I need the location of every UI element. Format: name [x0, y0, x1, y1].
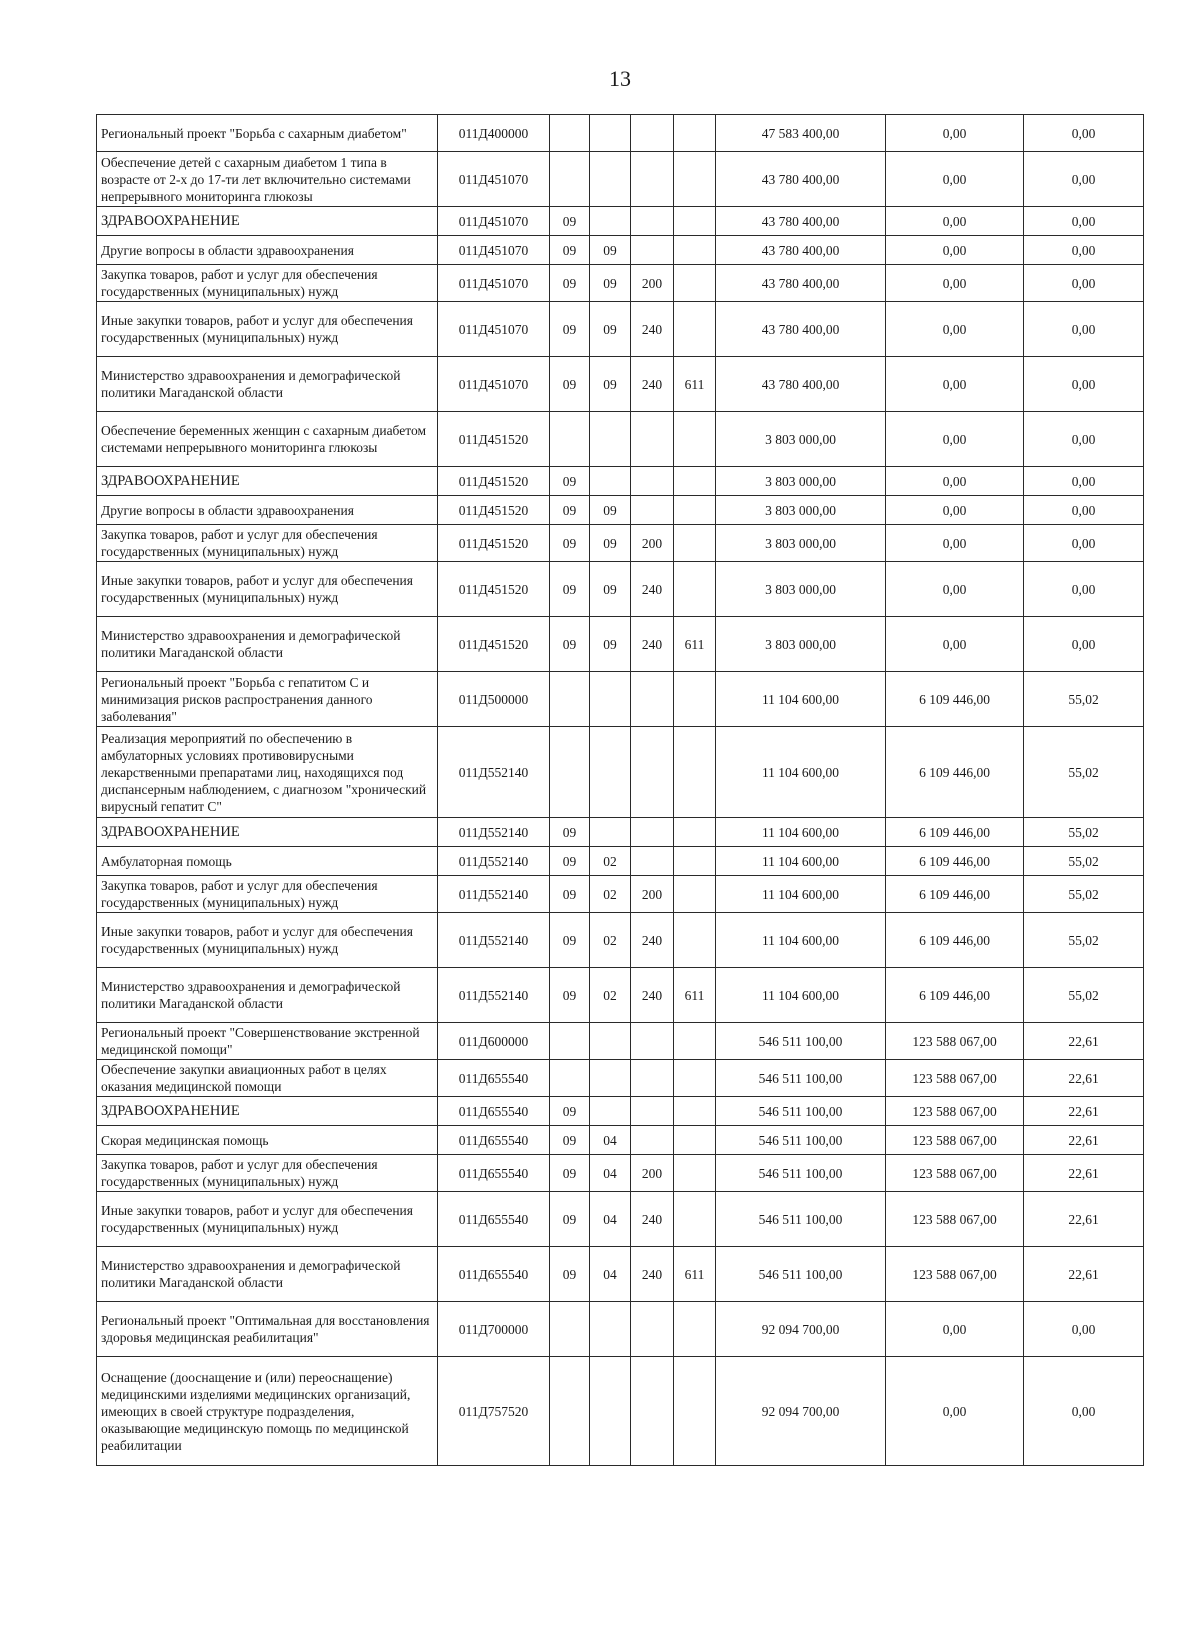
table-row [97, 847, 1144, 876]
subsection-code [590, 467, 631, 496]
actual-amount: 0,00 [886, 562, 1024, 617]
expense-type-code: 240 [631, 1247, 674, 1302]
subsection-code [590, 412, 631, 467]
section-code: 09 [550, 847, 590, 876]
subsection-code: 04 [590, 1126, 631, 1155]
budget-code: 011Д655540 [438, 1126, 550, 1155]
subsection-code: 09 [590, 236, 631, 265]
budget-code: 011Д451520 [438, 467, 550, 496]
table-row [97, 876, 1144, 913]
budget-code: 011Д451070 [438, 152, 550, 207]
row-name: Министерство здравоохранения и демографической политики Магаданской области [97, 968, 438, 1023]
expense-type-code: 200 [631, 525, 674, 562]
table-row [97, 727, 1144, 818]
table-row [97, 236, 1144, 265]
subsection-code [590, 1357, 631, 1466]
expense-type-code [631, 412, 674, 467]
expense-type-code [631, 207, 674, 236]
administrator-code [674, 1357, 716, 1466]
section-code: 09 [550, 1126, 590, 1155]
row-name: Другие вопросы в области здравоохранения [97, 236, 438, 265]
row-name: Министерство здравоохранения и демографической политики Магаданской области [97, 1247, 438, 1302]
actual-amount: 6 109 446,00 [886, 847, 1024, 876]
execution-percent: 55,02 [1024, 913, 1144, 968]
actual-amount: 123 588 067,00 [886, 1023, 1024, 1060]
planned-amount: 11 104 600,00 [716, 876, 886, 913]
execution-percent: 22,61 [1024, 1097, 1144, 1126]
planned-amount: 92 094 700,00 [716, 1302, 886, 1357]
administrator-code [674, 525, 716, 562]
expense-type-code: 240 [631, 913, 674, 968]
table-row [97, 1247, 1144, 1302]
execution-percent: 0,00 [1024, 1302, 1144, 1357]
table-row [97, 1357, 1144, 1466]
expense-type-code [631, 1302, 674, 1357]
budget-code: 011Д552140 [438, 818, 550, 847]
table-row [97, 672, 1144, 727]
administrator-code: 611 [674, 968, 716, 1023]
budget-code: 011Д451070 [438, 236, 550, 265]
subsection-code: 04 [590, 1155, 631, 1192]
actual-amount: 123 588 067,00 [886, 1060, 1024, 1097]
row-name: Региональный проект "Оптимальная для восстановления здоровья медицинская реабилитация" [97, 1302, 438, 1357]
section-code [550, 672, 590, 727]
planned-amount: 546 511 100,00 [716, 1192, 886, 1247]
planned-amount: 546 511 100,00 [716, 1155, 886, 1192]
budget-code: 011Д700000 [438, 1302, 550, 1357]
administrator-code [674, 913, 716, 968]
row-name: Иные закупки товаров, работ и услуг для обеспечения государственных (муниципальных) нужд [97, 562, 438, 617]
execution-percent: 0,00 [1024, 617, 1144, 672]
row-name: Обеспечение закупки авиационных работ в целях оказания медицинской помощи [97, 1060, 438, 1097]
planned-amount: 11 104 600,00 [716, 847, 886, 876]
section-code: 09 [550, 357, 590, 412]
planned-amount: 43 780 400,00 [716, 207, 886, 236]
administrator-code [674, 727, 716, 818]
subsection-code [590, 727, 631, 818]
expense-type-code [631, 1126, 674, 1155]
row-name: Обеспечение беременных женщин с сахарным диабетом системами непрерывного мониторинга глюкозы [97, 412, 438, 467]
planned-amount: 92 094 700,00 [716, 1357, 886, 1466]
subsection-code: 04 [590, 1247, 631, 1302]
execution-percent: 55,02 [1024, 818, 1144, 847]
budget-code: 011Д552140 [438, 913, 550, 968]
expense-type-code [631, 1357, 674, 1466]
execution-percent: 55,02 [1024, 847, 1144, 876]
administrator-code: 611 [674, 1247, 716, 1302]
expense-type-code: 240 [631, 617, 674, 672]
execution-percent: 55,02 [1024, 727, 1144, 818]
row-name: Региональный проект "Борьба с гепатитом С и минимизация рисков распространения данного заболевания" [97, 672, 438, 727]
actual-amount: 123 588 067,00 [886, 1192, 1024, 1247]
actual-amount: 6 109 446,00 [886, 672, 1024, 727]
execution-percent: 0,00 [1024, 265, 1144, 302]
subsection-code: 09 [590, 496, 631, 525]
subsection-code [590, 1097, 631, 1126]
actual-amount: 0,00 [886, 152, 1024, 207]
subsection-code: 02 [590, 876, 631, 913]
subsection-code: 02 [590, 968, 631, 1023]
planned-amount: 546 511 100,00 [716, 1126, 886, 1155]
execution-percent: 0,00 [1024, 525, 1144, 562]
expense-type-code: 240 [631, 1192, 674, 1247]
expense-type-code: 240 [631, 968, 674, 1023]
planned-amount: 11 104 600,00 [716, 727, 886, 818]
table-row [97, 496, 1144, 525]
actual-amount: 0,00 [886, 525, 1024, 562]
planned-amount: 546 511 100,00 [716, 1247, 886, 1302]
subsection-code: 09 [590, 617, 631, 672]
budget-code: 011Д655540 [438, 1060, 550, 1097]
table-row [97, 525, 1144, 562]
subsection-code: 09 [590, 562, 631, 617]
expense-type-code [631, 1023, 674, 1060]
row-name: Закупка товаров, работ и услуг для обеспечения государственных (муниципальных) нужд [97, 265, 438, 302]
planned-amount: 43 780 400,00 [716, 152, 886, 207]
table-row [97, 1192, 1144, 1247]
execution-percent: 55,02 [1024, 968, 1144, 1023]
planned-amount: 3 803 000,00 [716, 617, 886, 672]
budget-code: 011Д552140 [438, 876, 550, 913]
section-code: 09 [550, 968, 590, 1023]
expense-type-code [631, 847, 674, 876]
execution-percent: 0,00 [1024, 496, 1144, 525]
table-row [97, 818, 1144, 847]
actual-amount: 0,00 [886, 236, 1024, 265]
administrator-code [674, 876, 716, 913]
row-name: ЗДРАВООХРАНЕНИЕ [97, 207, 438, 236]
subsection-code: 04 [590, 1192, 631, 1247]
administrator-code [674, 265, 716, 302]
actual-amount: 0,00 [886, 617, 1024, 672]
actual-amount: 0,00 [886, 115, 1024, 152]
subsection-code: 02 [590, 847, 631, 876]
budget-code: 011Д451070 [438, 207, 550, 236]
table-row [97, 412, 1144, 467]
execution-percent: 22,61 [1024, 1060, 1144, 1097]
execution-percent: 22,61 [1024, 1192, 1144, 1247]
section-code: 09 [550, 302, 590, 357]
execution-percent: 0,00 [1024, 207, 1144, 236]
planned-amount: 3 803 000,00 [716, 562, 886, 617]
administrator-code [674, 1192, 716, 1247]
administrator-code: 611 [674, 357, 716, 412]
execution-percent: 0,00 [1024, 357, 1144, 412]
actual-amount: 0,00 [886, 412, 1024, 467]
actual-amount: 0,00 [886, 1357, 1024, 1466]
table-row [97, 152, 1144, 207]
actual-amount: 123 588 067,00 [886, 1097, 1024, 1126]
expense-type-code [631, 496, 674, 525]
table-row [97, 467, 1144, 496]
budget-code: 011Д552140 [438, 847, 550, 876]
table-row [97, 302, 1144, 357]
planned-amount: 546 511 100,00 [716, 1097, 886, 1126]
actual-amount: 0,00 [886, 357, 1024, 412]
planned-amount: 43 780 400,00 [716, 236, 886, 265]
expense-type-code: 240 [631, 302, 674, 357]
section-code: 09 [550, 913, 590, 968]
section-code [550, 412, 590, 467]
planned-amount: 43 780 400,00 [716, 357, 886, 412]
section-code: 09 [550, 1192, 590, 1247]
section-code: 09 [550, 1097, 590, 1126]
expense-type-code: 200 [631, 876, 674, 913]
budget-code: 011Д400000 [438, 115, 550, 152]
administrator-code [674, 1126, 716, 1155]
execution-percent: 22,61 [1024, 1126, 1144, 1155]
section-code [550, 115, 590, 152]
subsection-code: 09 [590, 525, 631, 562]
execution-percent: 0,00 [1024, 412, 1144, 467]
table-row [97, 357, 1144, 412]
subsection-code [590, 818, 631, 847]
execution-percent: 0,00 [1024, 152, 1144, 207]
budget-code: 011Д655540 [438, 1097, 550, 1126]
planned-amount: 3 803 000,00 [716, 496, 886, 525]
budget-code: 011Д552140 [438, 968, 550, 1023]
budget-code: 011Д757520 [438, 1357, 550, 1466]
budget-table [96, 114, 1144, 1466]
administrator-code [674, 152, 716, 207]
table-row [97, 1060, 1144, 1097]
section-code: 09 [550, 236, 590, 265]
expense-type-code [631, 818, 674, 847]
administrator-code [674, 302, 716, 357]
table-row [97, 968, 1144, 1023]
administrator-code [674, 236, 716, 265]
table-row [97, 562, 1144, 617]
planned-amount: 43 780 400,00 [716, 302, 886, 357]
planned-amount: 11 104 600,00 [716, 913, 886, 968]
section-code: 09 [550, 617, 590, 672]
expense-type-code [631, 467, 674, 496]
table-row [97, 207, 1144, 236]
actual-amount: 0,00 [886, 265, 1024, 302]
row-name: ЗДРАВООХРАНЕНИЕ [97, 818, 438, 847]
planned-amount: 11 104 600,00 [716, 968, 886, 1023]
row-name: Закупка товаров, работ и услуг для обеспечения государственных (муниципальных) нужд [97, 525, 438, 562]
subsection-code [590, 115, 631, 152]
actual-amount: 0,00 [886, 207, 1024, 236]
expense-type-code: 200 [631, 1155, 674, 1192]
administrator-code [674, 496, 716, 525]
budget-code: 011Д600000 [438, 1023, 550, 1060]
section-code [550, 1060, 590, 1097]
administrator-code [674, 467, 716, 496]
administrator-code [674, 672, 716, 727]
planned-amount: 11 104 600,00 [716, 672, 886, 727]
row-name: Региональный проект "Борьба с сахарным диабетом" [97, 115, 438, 152]
table-row [97, 1126, 1144, 1155]
budget-code: 011Д451520 [438, 496, 550, 525]
row-name: Иные закупки товаров, работ и услуг для обеспечения государственных (муниципальных) нужд [97, 913, 438, 968]
page-number: 13 [609, 66, 631, 91]
expense-type-code [631, 1060, 674, 1097]
budget-code: 011Д655540 [438, 1155, 550, 1192]
table-row [97, 115, 1144, 152]
execution-percent: 0,00 [1024, 302, 1144, 357]
subsection-code [590, 1302, 631, 1357]
planned-amount: 3 803 000,00 [716, 412, 886, 467]
row-name: Закупка товаров, работ и услуг для обеспечения государственных (муниципальных) нужд [97, 1155, 438, 1192]
row-name: Иные закупки товаров, работ и услуг для обеспечения государственных (муниципальных) нужд [97, 1192, 438, 1247]
actual-amount: 123 588 067,00 [886, 1155, 1024, 1192]
execution-percent: 55,02 [1024, 876, 1144, 913]
subsection-code: 09 [590, 302, 631, 357]
table-row [97, 265, 1144, 302]
expense-type-code: 240 [631, 562, 674, 617]
subsection-code: 02 [590, 913, 631, 968]
section-code: 09 [550, 207, 590, 236]
budget-code: 011Д655540 [438, 1192, 550, 1247]
section-code: 09 [550, 876, 590, 913]
administrator-code: 611 [674, 617, 716, 672]
subsection-code: 09 [590, 265, 631, 302]
actual-amount: 6 109 446,00 [886, 968, 1024, 1023]
subsection-code [590, 207, 631, 236]
row-name: Обеспечение детей с сахарным диабетом 1 типа в возрасте от 2-х до 17-ти лет включительно системами непрерывного мониторинга глюкозы [97, 152, 438, 207]
table-row [97, 1023, 1144, 1060]
expense-type-code [631, 152, 674, 207]
table-row [97, 1097, 1144, 1126]
subsection-code [590, 152, 631, 207]
row-name: Закупка товаров, работ и услуг для обеспечения государственных (муниципальных) нужд [97, 876, 438, 913]
planned-amount: 3 803 000,00 [716, 467, 886, 496]
section-code: 09 [550, 562, 590, 617]
planned-amount: 3 803 000,00 [716, 525, 886, 562]
subsection-code [590, 1060, 631, 1097]
table-row [97, 617, 1144, 672]
budget-code: 011Д500000 [438, 672, 550, 727]
administrator-code [674, 1023, 716, 1060]
section-code: 09 [550, 467, 590, 496]
table-row [97, 1155, 1144, 1192]
administrator-code [674, 1097, 716, 1126]
section-code: 09 [550, 265, 590, 302]
row-name: Амбулаторная помощь [97, 847, 438, 876]
actual-amount: 0,00 [886, 496, 1024, 525]
administrator-code [674, 818, 716, 847]
expense-type-code [631, 236, 674, 265]
execution-percent: 0,00 [1024, 467, 1144, 496]
expense-type-code [631, 727, 674, 818]
subsection-code: 09 [590, 357, 631, 412]
expense-type-code: 200 [631, 265, 674, 302]
row-name: Скорая медицинская помощь [97, 1126, 438, 1155]
actual-amount: 6 109 446,00 [886, 876, 1024, 913]
section-code [550, 1302, 590, 1357]
row-name: Оснащение (дооснащение и (или) переоснащение) медицинскими изделиями медицинских организаций, имеющих в своей структуре подразделения, оказывающие медицинскую помощь по медицинской реабилитации [97, 1357, 438, 1466]
administrator-code [674, 1302, 716, 1357]
budget-code: 011Д451070 [438, 302, 550, 357]
section-code: 09 [550, 525, 590, 562]
subsection-code [590, 672, 631, 727]
execution-percent: 0,00 [1024, 562, 1144, 617]
section-code: 09 [550, 1155, 590, 1192]
budget-code: 011Д451520 [438, 617, 550, 672]
actual-amount: 0,00 [886, 302, 1024, 357]
actual-amount: 0,00 [886, 467, 1024, 496]
section-code: 09 [550, 1247, 590, 1302]
budget-code: 011Д451520 [438, 412, 550, 467]
row-name: Другие вопросы в области здравоохранения [97, 496, 438, 525]
administrator-code [674, 412, 716, 467]
execution-percent: 22,61 [1024, 1155, 1144, 1192]
expense-type-code [631, 115, 674, 152]
section-code: 09 [550, 496, 590, 525]
section-code [550, 152, 590, 207]
execution-percent: 0,00 [1024, 236, 1144, 265]
row-name: Реализация мероприятий по обеспечению в амбулаторных условиях противовирусными лекарственными препаратами лиц, находящихся под диспансерным наблюдением, с диагнозом "хронический вирусный гепатит С" [97, 727, 438, 818]
administrator-code [674, 207, 716, 236]
execution-percent: 22,61 [1024, 1247, 1144, 1302]
administrator-code [674, 1155, 716, 1192]
planned-amount: 546 511 100,00 [716, 1060, 886, 1097]
budget-code: 011Д552140 [438, 727, 550, 818]
planned-amount: 43 780 400,00 [716, 265, 886, 302]
table-row [97, 1302, 1144, 1357]
budget-code: 011Д655540 [438, 1247, 550, 1302]
budget-code: 011Д451070 [438, 357, 550, 412]
actual-amount: 123 588 067,00 [886, 1126, 1024, 1155]
section-code [550, 1357, 590, 1466]
expense-type-code: 240 [631, 357, 674, 412]
row-name: Министерство здравоохранения и демографической политики Магаданской области [97, 357, 438, 412]
execution-percent: 55,02 [1024, 672, 1144, 727]
planned-amount: 546 511 100,00 [716, 1023, 886, 1060]
actual-amount: 123 588 067,00 [886, 1247, 1024, 1302]
row-name: Министерство здравоохранения и демографической политики Магаданской области [97, 617, 438, 672]
actual-amount: 6 109 446,00 [886, 727, 1024, 818]
administrator-code [674, 562, 716, 617]
table-row [97, 913, 1144, 968]
execution-percent: 0,00 [1024, 115, 1144, 152]
row-name: ЗДРАВООХРАНЕНИЕ [97, 467, 438, 496]
planned-amount: 11 104 600,00 [716, 818, 886, 847]
actual-amount: 6 109 446,00 [886, 913, 1024, 968]
expense-type-code [631, 1097, 674, 1126]
actual-amount: 0,00 [886, 1302, 1024, 1357]
administrator-code [674, 1060, 716, 1097]
subsection-code [590, 1023, 631, 1060]
administrator-code [674, 115, 716, 152]
budget-code: 011Д451520 [438, 525, 550, 562]
actual-amount: 6 109 446,00 [886, 818, 1024, 847]
administrator-code [674, 847, 716, 876]
section-code: 09 [550, 818, 590, 847]
row-name: Иные закупки товаров, работ и услуг для обеспечения государственных (муниципальных) нужд [97, 302, 438, 357]
row-name: ЗДРАВООХРАНЕНИЕ [97, 1097, 438, 1126]
row-name: Региональный проект "Совершенствование экстренной медицинской помощи" [97, 1023, 438, 1060]
budget-code: 011Д451520 [438, 562, 550, 617]
execution-percent: 22,61 [1024, 1023, 1144, 1060]
budget-code: 011Д451070 [438, 265, 550, 302]
section-code [550, 727, 590, 818]
expense-type-code [631, 672, 674, 727]
section-code [550, 1023, 590, 1060]
planned-amount: 47 583 400,00 [716, 115, 886, 152]
execution-percent: 0,00 [1024, 1357, 1144, 1466]
